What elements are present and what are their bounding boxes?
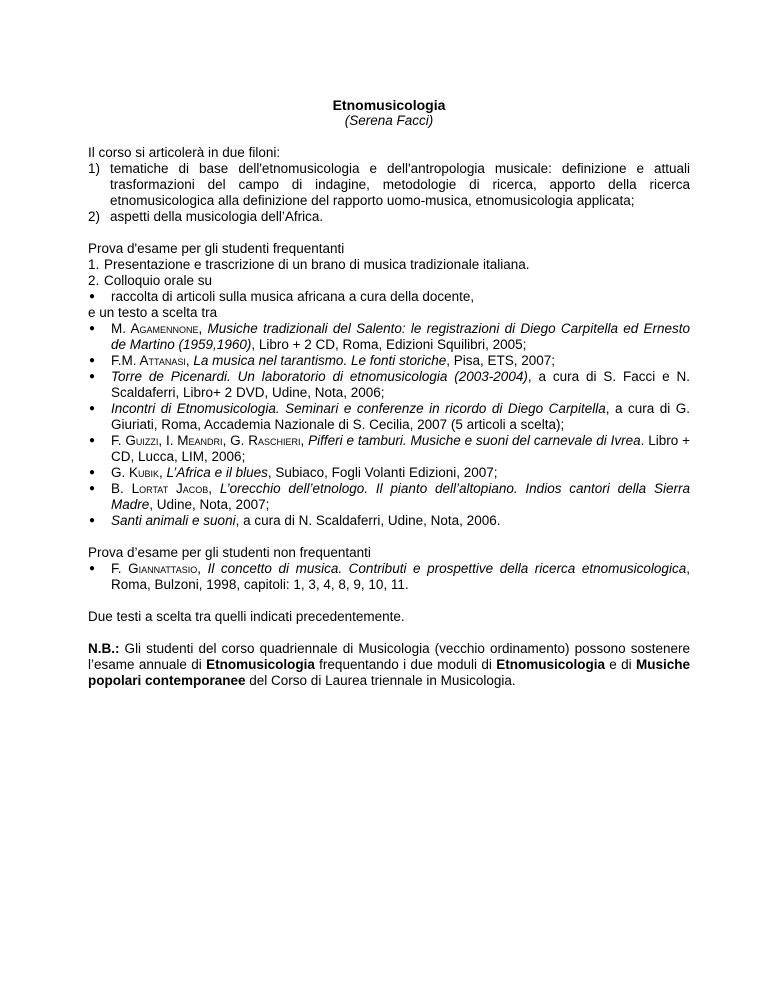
separator: , — [208, 481, 220, 496]
bullet-item — [88, 289, 690, 305]
separator: , — [198, 321, 208, 336]
bullet-icon: ● — [89, 355, 96, 366]
bullet-icon: ● — [89, 435, 96, 446]
page-subtitle: (Serena Facci) — [344, 113, 434, 128]
bibliography-item — [88, 401, 690, 433]
exam-step — [88, 273, 690, 289]
author-surname: uizzi — [135, 433, 159, 448]
nota-bene — [88, 641, 690, 689]
nb-label: N.B.: — [88, 641, 120, 656]
book-title: Pifferi e tamburi. Musiche e suoni del carnevale di Ivrea — [308, 433, 641, 448]
separator: , — [185, 353, 194, 368]
due-testi-line: Due testi a scelta tra quelli indicati precedentemente. — [88, 609, 405, 624]
bibliography-text — [111, 321, 690, 353]
nb-text: frequentando i due moduli di — [314, 657, 497, 672]
book-title: L’Africa e il blues — [166, 465, 268, 480]
intro-item-marker: 2) — [88, 209, 101, 224]
bullet-icon: ● — [89, 483, 96, 494]
publication-info: , Subiaco, Fogli Volanti Edizioni, 2007; — [267, 465, 498, 480]
book-title: L’orecchio dell’etnologo. Il pianto dell’altopiano. Indios cantori della Sierra Madre — [111, 481, 691, 512]
bibliography-text — [111, 513, 690, 529]
bullet-text: raccolta di articoli sulla musica africana a cura della docente, — [111, 289, 475, 304]
bullet-icon: ● — [89, 467, 96, 478]
bibliography-item — [88, 561, 690, 593]
nb-bold: Etnomusicologia — [206, 657, 315, 672]
publication-info: , a cura di N. Scaldaferri, Udine, Nota, 2006. — [235, 513, 501, 528]
nb-bold: Etnomusicologia — [496, 657, 605, 672]
publication-info: , a cura di G. Giuriati, Roma, Accademia Nazionale di S. Cecilia, 2007 (5 articoli a scelta); — [111, 401, 690, 432]
bibliography-item — [88, 433, 690, 465]
bibliography-text — [111, 401, 690, 433]
author-surname: eandri — [188, 433, 223, 448]
bullet-icon: ● — [89, 291, 96, 302]
author-surname: aschieri — [258, 433, 301, 448]
intro-item — [88, 209, 690, 225]
author-surname: ttanasi — [148, 353, 186, 368]
bibliography-item — [88, 353, 690, 369]
author-surname: acob — [182, 481, 209, 496]
separator: , — [197, 561, 208, 576]
author-surname: iannattasio — [138, 561, 198, 576]
bibliography-text — [111, 561, 690, 593]
page-title: Etnomusicologia — [332, 97, 446, 113]
bibliography-item — [88, 369, 690, 401]
publication-info: , Udine, Nota, 2007; — [149, 497, 270, 512]
non-frequentanti-heading: Prova d’esame per gli studenti non frequentanti — [88, 545, 371, 560]
book-title: Musiche tradizionali del Salento: le registrazioni di Diego Carpitella ed Ernesto de Martino (1959,1960) — [111, 321, 690, 352]
publication-info: , Libro + 2 CD, Roma, Edizioni Squilibri, 2005; — [251, 337, 527, 352]
bullet-icon: ● — [89, 323, 96, 334]
frequentanti-heading: Prova d'esame per gli studenti frequentanti — [88, 241, 345, 256]
bibliography-text — [111, 353, 690, 369]
intro-lead: Il corso si articolerà in due filoni: — [88, 145, 281, 160]
bibliography-item — [88, 321, 690, 353]
choice-line: e un testo a scelta tra — [88, 305, 218, 320]
exam-step-marker: 2. — [88, 273, 100, 288]
intro-item-text: aspetti della musicologia dell’Africa. — [110, 209, 324, 224]
author-surname: ubik — [138, 465, 160, 480]
author-initial: F. G — [111, 433, 136, 448]
exam-step — [88, 257, 690, 273]
bibliography-item — [88, 513, 690, 529]
author-initial: M. A — [111, 321, 140, 336]
exam-step-marker: 1. — [88, 257, 100, 272]
bibliography-text — [111, 433, 690, 465]
bullet-icon: ● — [89, 403, 96, 414]
author-separator: , G. R — [222, 433, 259, 448]
author-separator: J — [168, 481, 183, 496]
bibliography-item — [88, 465, 690, 481]
bibliography-text — [111, 465, 690, 481]
publication-info: . Libro + CD, Lucca, LIM, 2006; — [111, 433, 690, 464]
publication-info: , Pisa, ETS, 2007; — [446, 353, 556, 368]
publication-info: , Roma, Bulzoni, 1998, capitoli: 1, 3, 4, 8, 9, 10, 11. — [111, 561, 690, 592]
author-surname: ortat — [139, 481, 169, 496]
author-initial: F.M. A — [111, 353, 149, 368]
bibliography-item — [88, 481, 690, 513]
book-title: Il concetto di musica. Contributi e prospettive della ricerca etnomusicologica — [207, 561, 687, 576]
book-title: Incontri di Etnomusicologia. Seminari e conferenze in ricordo di Diego Carpitella — [111, 401, 606, 416]
author-initial: G. K — [111, 465, 139, 480]
author-initial: B. L — [111, 481, 140, 496]
nb-text: Gli studenti del corso quadriennale di Musicologia (vecchio ordinamento) possono sostenere l’esame annuale di — [88, 641, 690, 672]
bullet-icon: ● — [89, 515, 96, 526]
bibliography-text — [111, 481, 690, 513]
intro-item — [88, 161, 690, 209]
separator: , — [300, 433, 309, 448]
book-title: La musica nel tarantismo. Le fonti storiche — [193, 353, 447, 368]
exam-step-text: Colloquio orale su — [104, 273, 213, 288]
bullet-icon: ● — [89, 371, 96, 382]
bibliography-text — [111, 369, 690, 401]
intro-item-text: tematiche di base dell'etnomusicologia e dell'antropologia musicale: definizione e attuali trasformazioni del campo di indagine, metodologie di ricerca, apporto della ricerca etnomusicologica alla definizione del rapporto uomo-musica, etnomusicologia applicata; — [110, 161, 690, 208]
separator: , — [159, 465, 167, 480]
author-separator: , I. M — [158, 433, 189, 448]
book-title: Santi animali e suoni — [111, 513, 236, 528]
nb-bold: Musiche popolari contemporanee — [88, 657, 690, 688]
document-page — [88, 97, 690, 689]
exam-step-text: Presentazione e trascrizione di un brano di musica tradizionale italiana. — [104, 257, 530, 272]
publication-info: , a cura di S. Facci e N. Scaldaferri, Libro+ 2 DVD, Udine, Nota, 2006; — [111, 369, 690, 400]
book-title: Torre de Picenardi. Un laboratorio di etnomusicologia (2003-2004) — [111, 369, 528, 384]
intro-item-marker: 1) — [88, 161, 101, 176]
nb-text: del Corso di Laurea triennale in Musicologia. — [245, 673, 516, 688]
bullet-icon: ● — [89, 563, 96, 574]
nb-text: e di — [604, 657, 636, 672]
author-surname: gamennone — [139, 321, 199, 336]
author-initial: F. G — [111, 561, 139, 576]
